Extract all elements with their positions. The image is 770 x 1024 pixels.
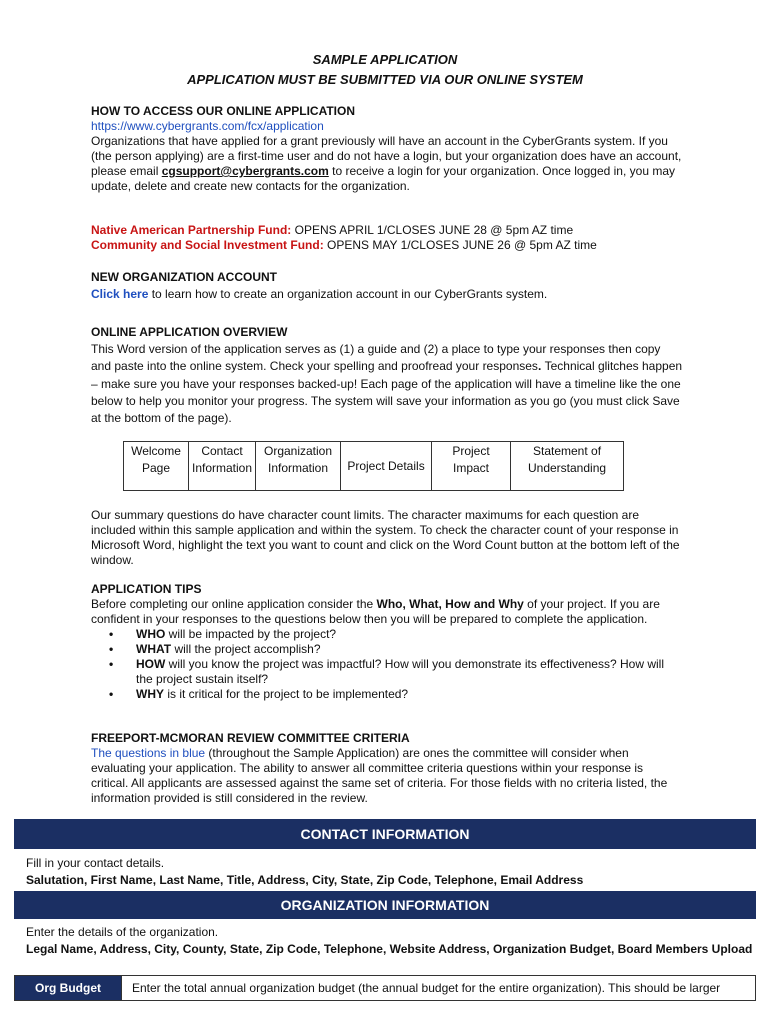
tips-intro: [91, 597, 683, 627]
tip-keyword: HOW: [136, 657, 166, 671]
tip-keyword: WHY: [136, 687, 164, 701]
tip-keyword: WHO: [136, 627, 166, 641]
list-item: [136, 642, 683, 657]
criteria-paragraph: [91, 746, 683, 806]
overview-paragraph: [91, 341, 683, 427]
new-org-paragraph: [91, 287, 683, 302]
tips-heading: APPLICATION TIPS: [91, 582, 202, 596]
criteria-text: (throughout the Sample Application) are ones the committee will consider when evaluating your application. The ability to answer all committee criteria questions within your response is critical. All applicants are assessed against the same set of criteria. For those fields with no criteria listed, the information provided is still considered in the review.: [91, 746, 668, 805]
tip-text: will you know the project was impactful? How will you demonstrate its effectiveness? How will the project sustain itself?: [136, 657, 664, 686]
step-project-details: Project Details: [341, 442, 432, 491]
timeline-row: [124, 442, 624, 491]
tips-list: [91, 627, 683, 702]
step-contact: Contact Information: [189, 442, 256, 491]
tip-keyword: WHAT: [136, 642, 172, 656]
progress-timeline: [123, 441, 624, 491]
fund-line: [91, 238, 683, 253]
criteria-section: [91, 731, 683, 806]
overview-text-c: Technical glitches happen – make sure you have your responses backed-up! Each page of the application will have a timeline like the one below to help you monitor your progress. The system will save your information as you go (you must click Save at the bottom of the page).: [91, 359, 683, 426]
org-budget-field[interactable]: Enter the total annual organization budget (the annual budget for the entire organization). This should be larger: [121, 976, 755, 1000]
tips-intro-b: of your project. If you are confident in your responses to the questions below then you will be prepared to complete the application.: [91, 597, 660, 626]
tips-section: [91, 582, 683, 702]
step-organization: Organization Information: [256, 442, 341, 491]
click-here-link[interactable]: Click here: [91, 287, 149, 301]
step-welcome: Welcome Page: [124, 442, 189, 491]
organization-section: [26, 924, 756, 957]
organization-instructions: Enter the details of the organization.: [26, 925, 219, 939]
funds-section: [91, 223, 683, 253]
fund-dates: OPENS APRIL 1/CLOSES JUNE 28 @ 5pm AZ time: [291, 223, 574, 237]
step-statement: Statement of Understanding: [511, 442, 624, 491]
list-item: [136, 627, 683, 642]
new-org-text: to learn how to create an organization account in our CyberGrants system.: [148, 287, 548, 301]
tip-text: will the project accomplish?: [171, 642, 321, 656]
overview-heading: ONLINE APPLICATION OVERVIEW: [91, 325, 288, 339]
tip-text: is it critical for the project to be implemented?: [164, 687, 409, 701]
new-org-section: [91, 270, 683, 302]
organization-fields: Legal Name, Address, City, County, State, Zip Code, Telephone, Website Address, Organization Budget, Board Members Upload: [26, 942, 753, 956]
contact-section: [26, 855, 756, 889]
contact-instructions: Fill in your contact details.: [26, 856, 165, 870]
access-text-1: Organizations that have applied for a grant previously will have an account in the CyberGrants system. If you (the person applying) are a first-time user and do not have a login, but your organization does have an account, please email: [91, 134, 682, 178]
contact-section-header: CONTACT INFORMATION: [14, 819, 756, 849]
overview-text-a: This Word version of the application serves as (1) a guide and (2) a place to type your responses then copy and paste into the online system. Check your spelling and proofread your responses: [91, 342, 661, 374]
application-url-link[interactable]: https://www.cybergrants.com/fcx/application: [91, 119, 324, 133]
criteria-heading: FREEPORT-MCMORAN REVIEW COMMITTEE CRITERIA: [91, 731, 410, 745]
fund-line: [91, 223, 683, 238]
access-heading: HOW TO ACCESS OUR ONLINE APPLICATION: [91, 104, 356, 118]
support-email-link[interactable]: cgsupport@cybergrants.com: [161, 164, 329, 178]
fund-name: Community and Social Investment Fund:: [91, 238, 324, 252]
list-item: [136, 657, 683, 687]
criteria-blue-text: The questions in blue: [91, 746, 206, 760]
list-item: [136, 687, 683, 702]
org-budget-label: Org Budget: [15, 976, 121, 1000]
tip-text: will be impacted by the project?: [165, 627, 337, 641]
fund-dates: OPENS MAY 1/CLOSES JUNE 26 @ 5pm AZ time: [323, 238, 597, 252]
overview-section: [91, 325, 683, 427]
fund-name: Native American Partnership Fund:: [91, 223, 292, 237]
overview-text-b: .: [537, 359, 545, 374]
title-line-2: APPLICATION MUST BE SUBMITTED VIA OUR ONLINE SYSTEM: [187, 72, 583, 87]
char-limits-paragraph: Our summary questions do have character count limits. The character maximums for each question are included within this sample application and within the system. To check the character count of your response in Microsoft Word, highlight the text you want to count and click on the Word Count button at the bottom left of the window.: [91, 508, 680, 567]
new-org-heading: NEW ORGANIZATION ACCOUNT: [91, 270, 277, 284]
tips-intro-bold: Who, What, How and Why: [376, 597, 524, 611]
access-text-2: to receive a login for your organization. Once logged in, you may update, delete and create new contacts for the organization.: [91, 164, 675, 193]
access-paragraph: [91, 134, 683, 194]
contact-fields: Salutation, First Name, Last Name, Title, Address, City, State, Zip Code, Telephone, Email Address: [26, 873, 584, 887]
org-budget-row: [14, 975, 756, 1001]
access-section: [91, 104, 683, 194]
tips-intro-a: Before completing our online application consider the: [91, 597, 377, 611]
organization-section-header: ORGANIZATION INFORMATION: [14, 891, 756, 919]
step-project-impact: Project Impact: [432, 442, 511, 491]
title-line-1: SAMPLE APPLICATION: [312, 52, 458, 67]
